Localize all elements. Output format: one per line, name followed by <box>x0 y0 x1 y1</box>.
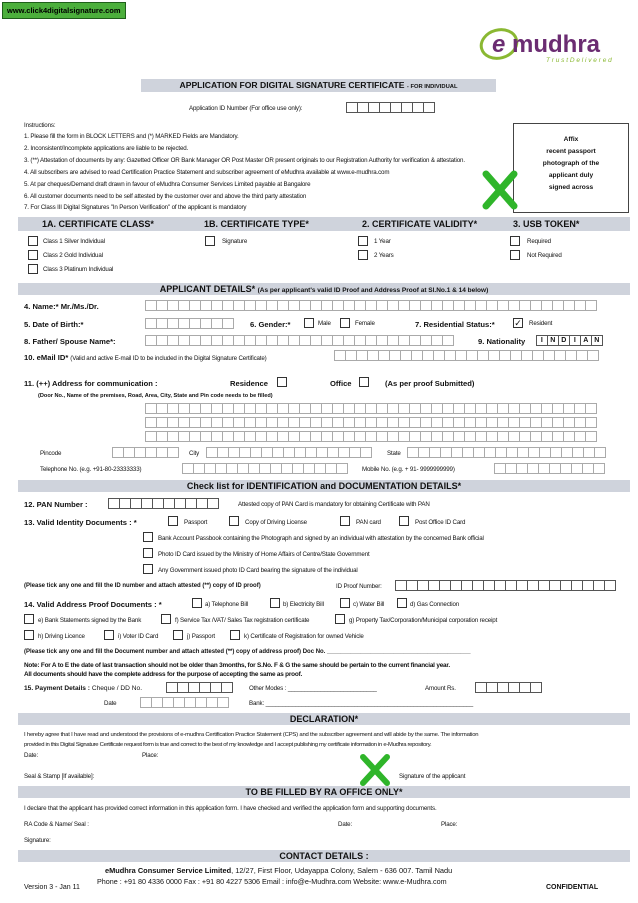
signature-label: Signature <box>222 238 248 245</box>
id-govt-checkbox[interactable] <box>143 564 153 574</box>
cert-validity-header: 2. CERTIFICATE VALIDITY* <box>362 219 478 229</box>
id-passport-checkbox[interactable] <box>168 516 178 526</box>
email-label: 10. eMail ID* <box>24 353 69 362</box>
addr-i-label: i) Voter ID Card <box>118 633 159 640</box>
other-modes: Other Modes : ___________________________ <box>249 685 377 692</box>
ra-text: I declare that the applicant has provided correct information in this application form. I have checked and verified the application form and supporting documents. <box>24 805 437 812</box>
cross-mark-icon <box>480 170 520 210</box>
form-title-main: APPLICATION FOR DIGITAL SIGNATURE CERTIFICATE <box>179 80 405 90</box>
section1-bar <box>18 217 630 231</box>
addr-b-label: b) Electricity Bill <box>283 601 324 608</box>
photo-line: photograph of the <box>542 160 600 167</box>
class3-checkbox[interactable] <box>28 264 38 274</box>
email-row <box>24 353 267 362</box>
res-status-label: 7. Residential Status:* <box>415 320 495 329</box>
addr-e-checkbox[interactable] <box>24 614 34 624</box>
id-dl-label: Copy of Driving License <box>245 519 307 526</box>
name-label: 4. Name:* Mr./Ms./Dr. <box>24 302 99 311</box>
tel-label: Telephone No. (e.g. +91-80-23333333) <box>40 466 142 473</box>
female-checkbox[interactable] <box>340 318 350 328</box>
id-postoffice-label: Post Office ID Card <box>415 519 466 526</box>
addr-c-checkbox[interactable] <box>340 598 350 608</box>
addr-sub: (Door No., Name of the premises, Road, Area, City, State and Pin code needs to be filled) <box>38 393 273 399</box>
addr-a-checkbox[interactable] <box>192 598 202 608</box>
version-label: Version 3 - Jan 11 <box>24 884 80 891</box>
male-label: Male <box>318 320 331 327</box>
form-title <box>141 79 496 92</box>
pincode-cells[interactable] <box>112 447 178 458</box>
brand-tagline: T r u s t D e l i v e r e d <box>546 57 612 64</box>
photo-line: applicant duly <box>548 172 594 179</box>
usb-not-required-checkbox[interactable] <box>510 250 520 260</box>
ra-place: Place: <box>441 821 458 828</box>
contact-bar: CONTACT DETAILS : <box>18 850 630 862</box>
identity-label: 13. Valid Identity Documents : * <box>24 518 137 527</box>
addr-f-checkbox[interactable] <box>161 614 171 624</box>
ra-code: RA Code & Name/ Seal : <box>24 821 89 828</box>
declaration-date: Date: <box>24 752 39 759</box>
photo-box[interactable] <box>513 123 629 213</box>
confidential-label: CONFIDENTIAL <box>546 884 599 891</box>
class3-label: Class 3 Platinum Individual <box>43 266 114 273</box>
id-passport-label: Passport <box>184 519 208 526</box>
residence-checkbox[interactable] <box>277 377 287 387</box>
id-proof-cells[interactable] <box>395 580 615 591</box>
nationality-char: I <box>569 335 581 346</box>
name-cells[interactable] <box>145 300 596 311</box>
usb-not-required-label: Not Required <box>527 252 562 259</box>
tel-cells[interactable] <box>182 463 347 474</box>
ra-date: Date: <box>338 821 353 828</box>
form-title-suffix: - FOR INDIVIDUAL <box>406 84 458 90</box>
addr-g-label: g) Property Tax/Corporation/Municipal corporation receipt <box>349 617 498 624</box>
class1-checkbox[interactable] <box>28 236 38 246</box>
amount-cells[interactable] <box>475 682 541 693</box>
id-dl-checkbox[interactable] <box>229 516 239 526</box>
declaration-place: Place: <box>142 752 159 759</box>
class1-label: Class 1 Silver Individual <box>43 238 105 245</box>
addr-label: 11. (++) Address for communication : <box>24 379 158 388</box>
addr-line-2[interactable] <box>145 417 596 428</box>
instruction-item: 4. All subscribers are advised to read Certification Practice Statement and subscriber agreement of eMudhra available at www.e-mudhra.com <box>24 169 390 176</box>
office-label: Office <box>330 379 352 388</box>
id-proof-no-label: ID Proof Number: <box>336 583 382 590</box>
addr-f-label: f) Service Tax /VAT/ Sales Tax registration certificate <box>175 617 310 624</box>
addr-k-label: k) Certificate of Registration for owned Vehicle <box>244 633 364 640</box>
addr-k-checkbox[interactable] <box>230 630 240 640</box>
mobile-label: Mobile No. (e.g. + 91- 9999999999) <box>362 466 455 473</box>
id-postoffice-checkbox[interactable] <box>399 516 409 526</box>
addr-j-label: j) Passport <box>187 633 215 640</box>
addr-h-checkbox[interactable] <box>24 630 34 640</box>
addr-line-1[interactable] <box>145 403 596 414</box>
note-1: Note: For A to E the date of last transaction should not be older than 3months, for S.No. F & G the same should be pertain to the current financial year. <box>24 662 450 669</box>
signature-checkbox[interactable] <box>205 236 215 246</box>
declaration-bar: DECLARATION* <box>18 713 630 725</box>
dob-label: 5. Date of Birth:* <box>24 320 84 329</box>
cert-type-header: 1B. CERTIFICATE TYPE* <box>204 219 309 229</box>
pan-note: Attested copy of PAN Card is mandatory for obtaining Certificate with PAN <box>238 501 430 508</box>
id-passbook-label: Bank Account Passbook containing the Photograph and signed by an individual with attestation by the concerned Bank official <box>158 535 484 542</box>
note-2: All documents should have the complete address for the purpose of accepting the same as proof. <box>24 671 303 678</box>
cert-class-header: 1A. CERTIFICATE CLASS* <box>42 219 154 229</box>
email-cells[interactable] <box>334 350 598 361</box>
app-id-label: Application ID Number (For office use only): <box>189 105 303 112</box>
addr-e-label: e) Bank Statements signed by the Bank <box>38 617 142 624</box>
seal-label: Seal & Stamp [If available]: <box>24 773 95 780</box>
app-id-cells[interactable] <box>346 102 434 113</box>
addr-c-label: c) Water Bill <box>353 601 385 608</box>
id-pan-checkbox[interactable] <box>340 516 350 526</box>
addr-b-checkbox[interactable] <box>270 598 280 608</box>
addr-i-checkbox[interactable] <box>104 630 114 640</box>
company-address: , 12/27, First Floor, Udayappa Colony, Salem - 636 007. Tamil Nadu <box>231 866 453 875</box>
amount-label: Amount Rs. <box>425 685 456 692</box>
photo-line: recent passport <box>546 148 596 155</box>
date-label: Date <box>104 700 117 707</box>
nationality-char: N <box>547 335 559 346</box>
id-mha-label: Photo ID Card issued by the Ministry of Home Affairs of Centre/State Government <box>158 551 370 558</box>
city-cells[interactable] <box>206 447 371 458</box>
mobile-cells[interactable] <box>494 463 604 474</box>
cheque-cells[interactable] <box>166 682 232 693</box>
dob-cells[interactable] <box>145 318 233 329</box>
payment-row <box>24 685 142 692</box>
office-checkbox[interactable] <box>359 377 369 387</box>
nationality-cells[interactable] <box>536 335 602 346</box>
class2-label: Class 2 Gold Individual <box>43 252 103 259</box>
addr-tick-note: (Please tick any one and fill the Document number and attach attested (**) copy of address proof) Doc No. ___________________________________________ <box>24 649 471 655</box>
resident-label: Resident <box>529 320 553 327</box>
company-name: eMudhra Consumer Service Limited <box>105 866 232 875</box>
validity-2yr-checkbox[interactable] <box>358 250 368 260</box>
usb-token-header: 3. USB TOKEN* <box>513 219 580 229</box>
id-passbook-checkbox[interactable] <box>143 532 153 542</box>
checklist-bar: Check list for IDENTIFICATION and DOCUMENTATION DETAILS* <box>18 480 630 492</box>
pincode-label: Pincode <box>40 450 62 457</box>
instruction-item: 7. For Class III Digital Signatures "In Person Verification" of the applicant is mandatory <box>24 204 247 211</box>
gender-label: 6. Gender:* <box>250 320 291 329</box>
male-checkbox[interactable] <box>304 318 314 328</box>
nationality-char: A <box>580 335 592 346</box>
female-label: Female <box>355 320 375 327</box>
address-proof-label: 14. Valid Address Proof Documents : * <box>24 600 162 609</box>
date-cells[interactable] <box>140 697 228 708</box>
pan-cells[interactable] <box>108 498 218 509</box>
father-label: 8. Father/ Spouse Name*: <box>24 337 116 346</box>
usb-required-label: Required <box>527 238 551 245</box>
svg-text:e: e <box>492 31 506 58</box>
usb-required-checkbox[interactable] <box>510 236 520 246</box>
payment-label: 15. Payment Details : <box>24 685 90 692</box>
applicant-bar-sub: (As per applicant's valid ID Proof and Address Proof at Sl.No.1 & 14 below) <box>257 287 489 294</box>
state-cells[interactable] <box>407 447 605 458</box>
class2-checkbox[interactable] <box>28 250 38 260</box>
resident-checkbox[interactable]: ✓ <box>514 318 522 328</box>
pan-label: 12. PAN Number : <box>24 500 88 509</box>
addr-d-label: d) Gas Connection <box>410 601 460 608</box>
applicant-bar-title: APPLICANT DETAILS* <box>159 284 256 294</box>
addr-note: (As per proof Submitted) <box>385 379 475 388</box>
id-govt-label: Any Government issued photo ID Card bearing the signature of the individual <box>158 567 358 574</box>
id-mha-checkbox[interactable] <box>143 548 153 558</box>
addr-g-checkbox[interactable] <box>335 614 345 624</box>
instruction-item: 3. (**) Attestation of documents by any: Gazetted Officer OR Bank Manager OR Post Master OR present originals to our Registration Authority for verification & attestation. <box>24 157 465 164</box>
father-cells[interactable] <box>145 335 453 346</box>
email-note: (Valid and active E-mail ID to be included in the Digital Signature Certificate) <box>70 355 267 362</box>
id-tick-note: (Please tick any one and fill the ID number and attach attested (**) copy of ID proof) <box>24 583 261 589</box>
residence-label: Residence <box>230 379 268 388</box>
addr-j-checkbox[interactable] <box>173 630 183 640</box>
instruction-item: 6. All customer documents need to be self attested by the customer over and above the third party attestation <box>24 193 307 200</box>
applicant-bar <box>18 283 630 295</box>
id-pan-label: PAN card <box>356 519 381 526</box>
nationality-char: I <box>536 335 548 346</box>
contact-phone: Phone : +91 80 4336 0000 Fax : +91 80 4227 5306 Email : info@e-Mudhra.com Website: www.e-Mudhra.com <box>97 877 447 886</box>
declaration-text-2: provided in this Digital Signature Certificate request form is true and correct to the best of my knowledge and I accept publishing my certificate information in e-Mudhra repository. <box>24 742 432 748</box>
site-tag[interactable]: www.click4digitalsignature.com <box>2 2 126 19</box>
addr-h-label: h) Driving Licence <box>38 633 85 640</box>
addr-d-checkbox[interactable] <box>397 598 407 608</box>
photo-line: signed across <box>548 184 594 191</box>
nationality-label: 9. Nationality <box>478 337 526 346</box>
contact-address <box>105 866 452 875</box>
nationality-char: D <box>558 335 570 346</box>
ra-bar: TO BE FILLED BY RA OFFICE ONLY* <box>18 786 630 798</box>
city-label: City <box>189 450 200 457</box>
instruction-item: 2. Inconsistent/Incomplete applications are liable to be rejected. <box>24 145 189 152</box>
svg-text:mudhra: mudhra <box>512 31 601 58</box>
bank-label: Bank: _______________________________________________________________ <box>249 700 473 707</box>
payment-mode: Cheque / DD No. <box>91 685 143 692</box>
photo-line: Affix <box>563 136 579 143</box>
cross-mark-icon <box>358 753 392 787</box>
instruction-item: 5. At par cheques/Demand draft drawn in favour of eMudhra Consumer Services Limited payable at Bangalore <box>24 181 311 188</box>
state-label: State <box>387 450 401 457</box>
instructions-heading: Instructions: <box>24 122 56 129</box>
applicant-signature-label: Signature of the applicant <box>399 773 466 780</box>
validity-1yr-checkbox[interactable] <box>358 236 368 246</box>
addr-line-3[interactable] <box>145 431 596 442</box>
validity-1yr-label: 1 Year <box>374 238 391 245</box>
ra-signature: Signature: <box>24 837 51 844</box>
instruction-item: 1. Please fill the form in BLOCK LETTERS and (*) MARKED Fields are Mandatory. <box>24 133 239 140</box>
addr-a-label: a) Telephone Bill <box>205 601 249 608</box>
validity-2yr-label: 2 Years <box>374 252 394 259</box>
nationality-char: N <box>591 335 603 346</box>
declaration-text-1: I hereby agree that I have read and understood the provisions of e-mudhra Certification Practice Statement (CPS) and the subscriber agreement and will abide by the same. The information <box>24 732 479 738</box>
